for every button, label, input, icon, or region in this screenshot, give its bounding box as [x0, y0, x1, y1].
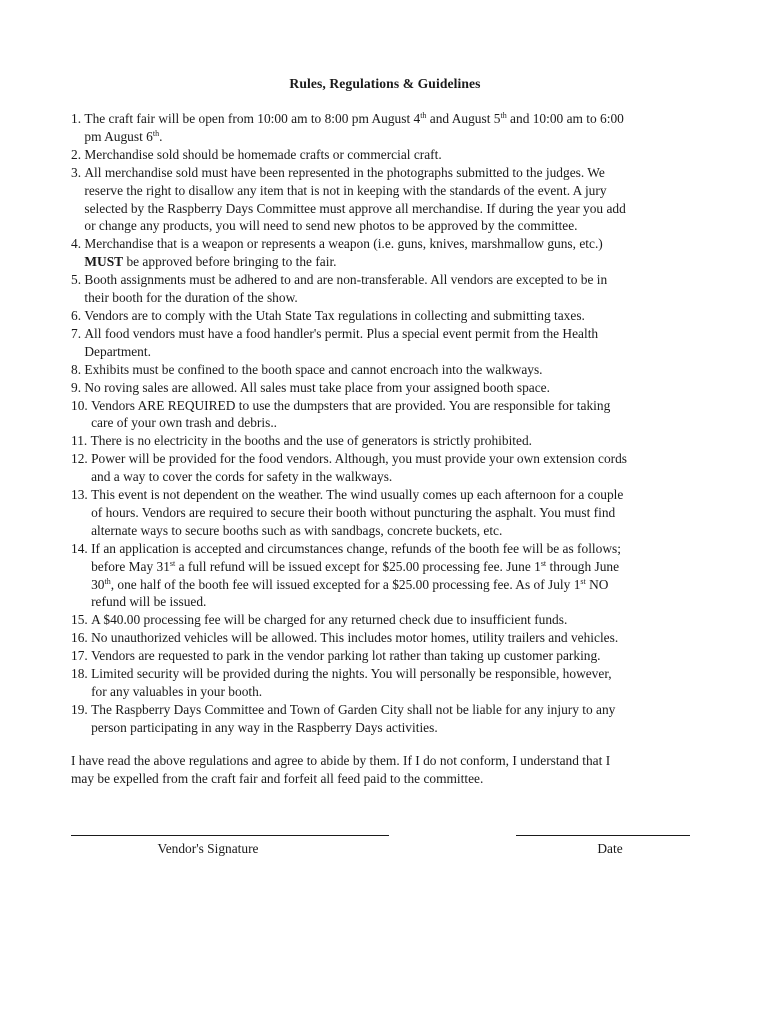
rule-text-line: If an application is accepted and circumstances change, refunds of the booth fee will be as follows; [91, 540, 621, 556]
rule-text-line: Merchandise that is a weapon or represents a weapon (i.e. guns, knives, marshmallow guns, etc.) [84, 236, 603, 252]
rule-text [91, 629, 711, 647]
vendor-signature-label: Vendor's Signature [157, 841, 259, 856]
rule-text-line: of hours. Vendors are required to secure their booth without puncturing the asphalt. You must find [91, 504, 616, 520]
rule-item [71, 379, 711, 397]
rule-text-line: A $40.00 processing fee will be charged for any returned check due to insufficient funds. [91, 612, 568, 628]
rule-item [71, 325, 711, 361]
rule-text [84, 110, 711, 146]
rule-number: 17. [71, 648, 92, 664]
rule-text-line: Vendors are to comply with the Utah State Tax regulations in collecting and submitting taxes. [84, 307, 585, 323]
rule-text [84, 235, 711, 271]
rule-number: 11. [71, 433, 91, 449]
rule-text-line: or change any products, you will need to send new photos to be approved by the committee. [84, 218, 578, 234]
rule-text [84, 271, 711, 307]
rule-text-line: person participating in any way in the Raspberry Days activities. [91, 719, 438, 735]
rule-text [91, 665, 711, 701]
rule-text-line: The Raspberry Days Committee and Town of Garden City shall not be liable for any injury to any [91, 701, 616, 717]
agreement-line: may be expelled from the craft fair and forfeit all feed paid to the committee. [71, 771, 484, 786]
rule-number: 3. [71, 164, 85, 180]
ordinal-suffix: th [500, 111, 507, 120]
rule-item [71, 647, 711, 665]
rule-text-line: Merchandise sold should be homemade crafts or commercial craft. [84, 146, 442, 162]
rule-item [71, 397, 711, 433]
rule-number: 9. [71, 379, 85, 395]
rule-item [71, 486, 711, 540]
rule-text-line: and a way to cover the cords for safety in the walkways. [91, 469, 393, 485]
rule-number: 15. [71, 612, 92, 628]
rule-number: 2. [71, 146, 85, 162]
ordinal-suffix: th [420, 111, 427, 120]
rule-text-line: Department. [84, 343, 151, 359]
rule-number: 7. [71, 325, 85, 341]
rule-text [84, 164, 711, 236]
rule-item [71, 629, 711, 647]
rule-number: 10. [71, 397, 92, 413]
rule-text [91, 611, 711, 629]
rule-item [71, 110, 711, 146]
rule-text-line: There is no electricity in the booths and the use of generators is strictly prohibited. [90, 433, 532, 449]
rule-item [71, 450, 711, 486]
vendor-signature-line[interactable] [71, 835, 389, 836]
rule-text-line: MUST be approved before bringing to the fair. [84, 254, 337, 270]
rule-text-line: 30th, one half of the booth fee will issued excepted for a $25.00 processing fee. As of July 1st NO [91, 576, 609, 592]
rule-text-line: selected by the Raspberry Days Committee must approve all merchandise. If during the year you add [84, 200, 626, 216]
ordinal-suffix: st [540, 558, 547, 568]
rule-text-line: All food vendors must have a food handler's permit. Plus a special event permit from the Health [84, 325, 599, 341]
rule-item [71, 271, 711, 307]
date-signature-line[interactable] [516, 835, 690, 836]
document-title: Rules, Regulations & Guidelines [289, 76, 481, 91]
rule-number: 5. [71, 272, 85, 288]
rule-number: 19. [71, 701, 92, 717]
rule-text-line: Vendors ARE REQUIRED to use the dumpsters that are provided. You are responsible for taking [91, 397, 611, 413]
agreement-line: I have read the above regulations and agree to abide by them. If I do not conform, I understand that I [71, 753, 611, 768]
ordinal-suffix: th [152, 128, 160, 138]
rule-number: 1. [71, 111, 85, 126]
rule-text-line: alternate ways to secure booths such as with sandbags, concrete buckets, etc. [91, 522, 503, 538]
ordinal-suffix: th [104, 576, 111, 586]
rule-text-line: Booth assignments must be adhered to and are non-transferable. All vendors are excepted to be in [84, 272, 608, 288]
rule-text [84, 379, 711, 397]
rule-item [71, 307, 711, 325]
rule-item [71, 361, 711, 379]
rule-text-line: their booth for the duration of the show. [84, 290, 298, 306]
rule-item [71, 432, 711, 450]
rule-item [71, 611, 711, 629]
rule-text [91, 701, 711, 737]
rule-text [91, 450, 711, 486]
rule-number: 14. [71, 540, 92, 556]
rule-item [71, 540, 711, 612]
rule-text [84, 325, 711, 361]
ordinal-suffix: st [169, 558, 176, 568]
rule-text-line: care of your own trash and debris.. [91, 415, 278, 431]
rule-text [84, 307, 711, 325]
rule-number: 18. [71, 666, 92, 682]
rule-text-line: All merchandise sold must have been represented in the photographs submitted to the judges. We [84, 164, 605, 180]
rule-text-line: Limited security will be provided during the nights. You will personally be responsible, however, [91, 666, 612, 682]
rule-number: 13. [71, 487, 92, 503]
agreement-paragraph [71, 752, 711, 788]
rule-number: 4. [71, 236, 85, 252]
emphasis-text: MUST [84, 254, 124, 270]
rule-text-line: pm August 6th. [84, 128, 163, 144]
ordinal-suffix: st [580, 576, 586, 586]
rule-text-line: The craft fair will be open from 10:00 am to 8:00 pm August 4th and August 5th and 10:00 am to 6:00 [84, 111, 624, 126]
rule-text-line: No unauthorized vehicles will be allowed. This includes motor homes, utility trailers and vehicles. [91, 630, 619, 646]
rule-number: 16. [71, 630, 92, 646]
rule-item [71, 235, 711, 271]
rule-text-line: Exhibits must be confined to the booth space and cannot encroach into the walkways. [84, 361, 543, 377]
rule-number: 8. [71, 361, 85, 377]
rule-number: 12. [71, 451, 92, 467]
rule-text [91, 397, 711, 433]
rule-item [71, 146, 711, 164]
rule-text [91, 540, 711, 612]
rule-number: 6. [71, 307, 85, 323]
rule-item [71, 665, 711, 701]
rule-text-line: Vendors are requested to park in the vendor parking lot rather than taking up customer parking. [91, 648, 601, 664]
rule-item [71, 164, 711, 236]
date-label: Date [597, 841, 623, 856]
rule-item [71, 701, 711, 737]
rule-text-line: for any valuables in your booth. [91, 684, 263, 699]
rule-text-line: reserve the right to disallow any item that is not in keeping with the standards of the event. A jury [84, 182, 607, 198]
rule-text-line: This event is not dependent on the weather. The wind usually comes up each afternoon for a couple [91, 487, 624, 503]
rule-text-line: refund will be issued. [91, 594, 207, 610]
rule-text-line: No roving sales are allowed. All sales must take place from your assigned booth space. [84, 379, 550, 395]
rule-text [91, 486, 711, 540]
rule-text [84, 146, 711, 164]
rule-text [91, 647, 711, 665]
rule-text-line: Power will be provided for the food vendors. Although, you must provide your own extension cords [91, 451, 628, 467]
rule-text-line: before May 31st a full refund will be issued except for $25.00 processing fee. June 1st through June [91, 558, 620, 574]
rule-text [84, 361, 711, 379]
rules-list [71, 110, 711, 737]
rule-text [91, 432, 711, 450]
